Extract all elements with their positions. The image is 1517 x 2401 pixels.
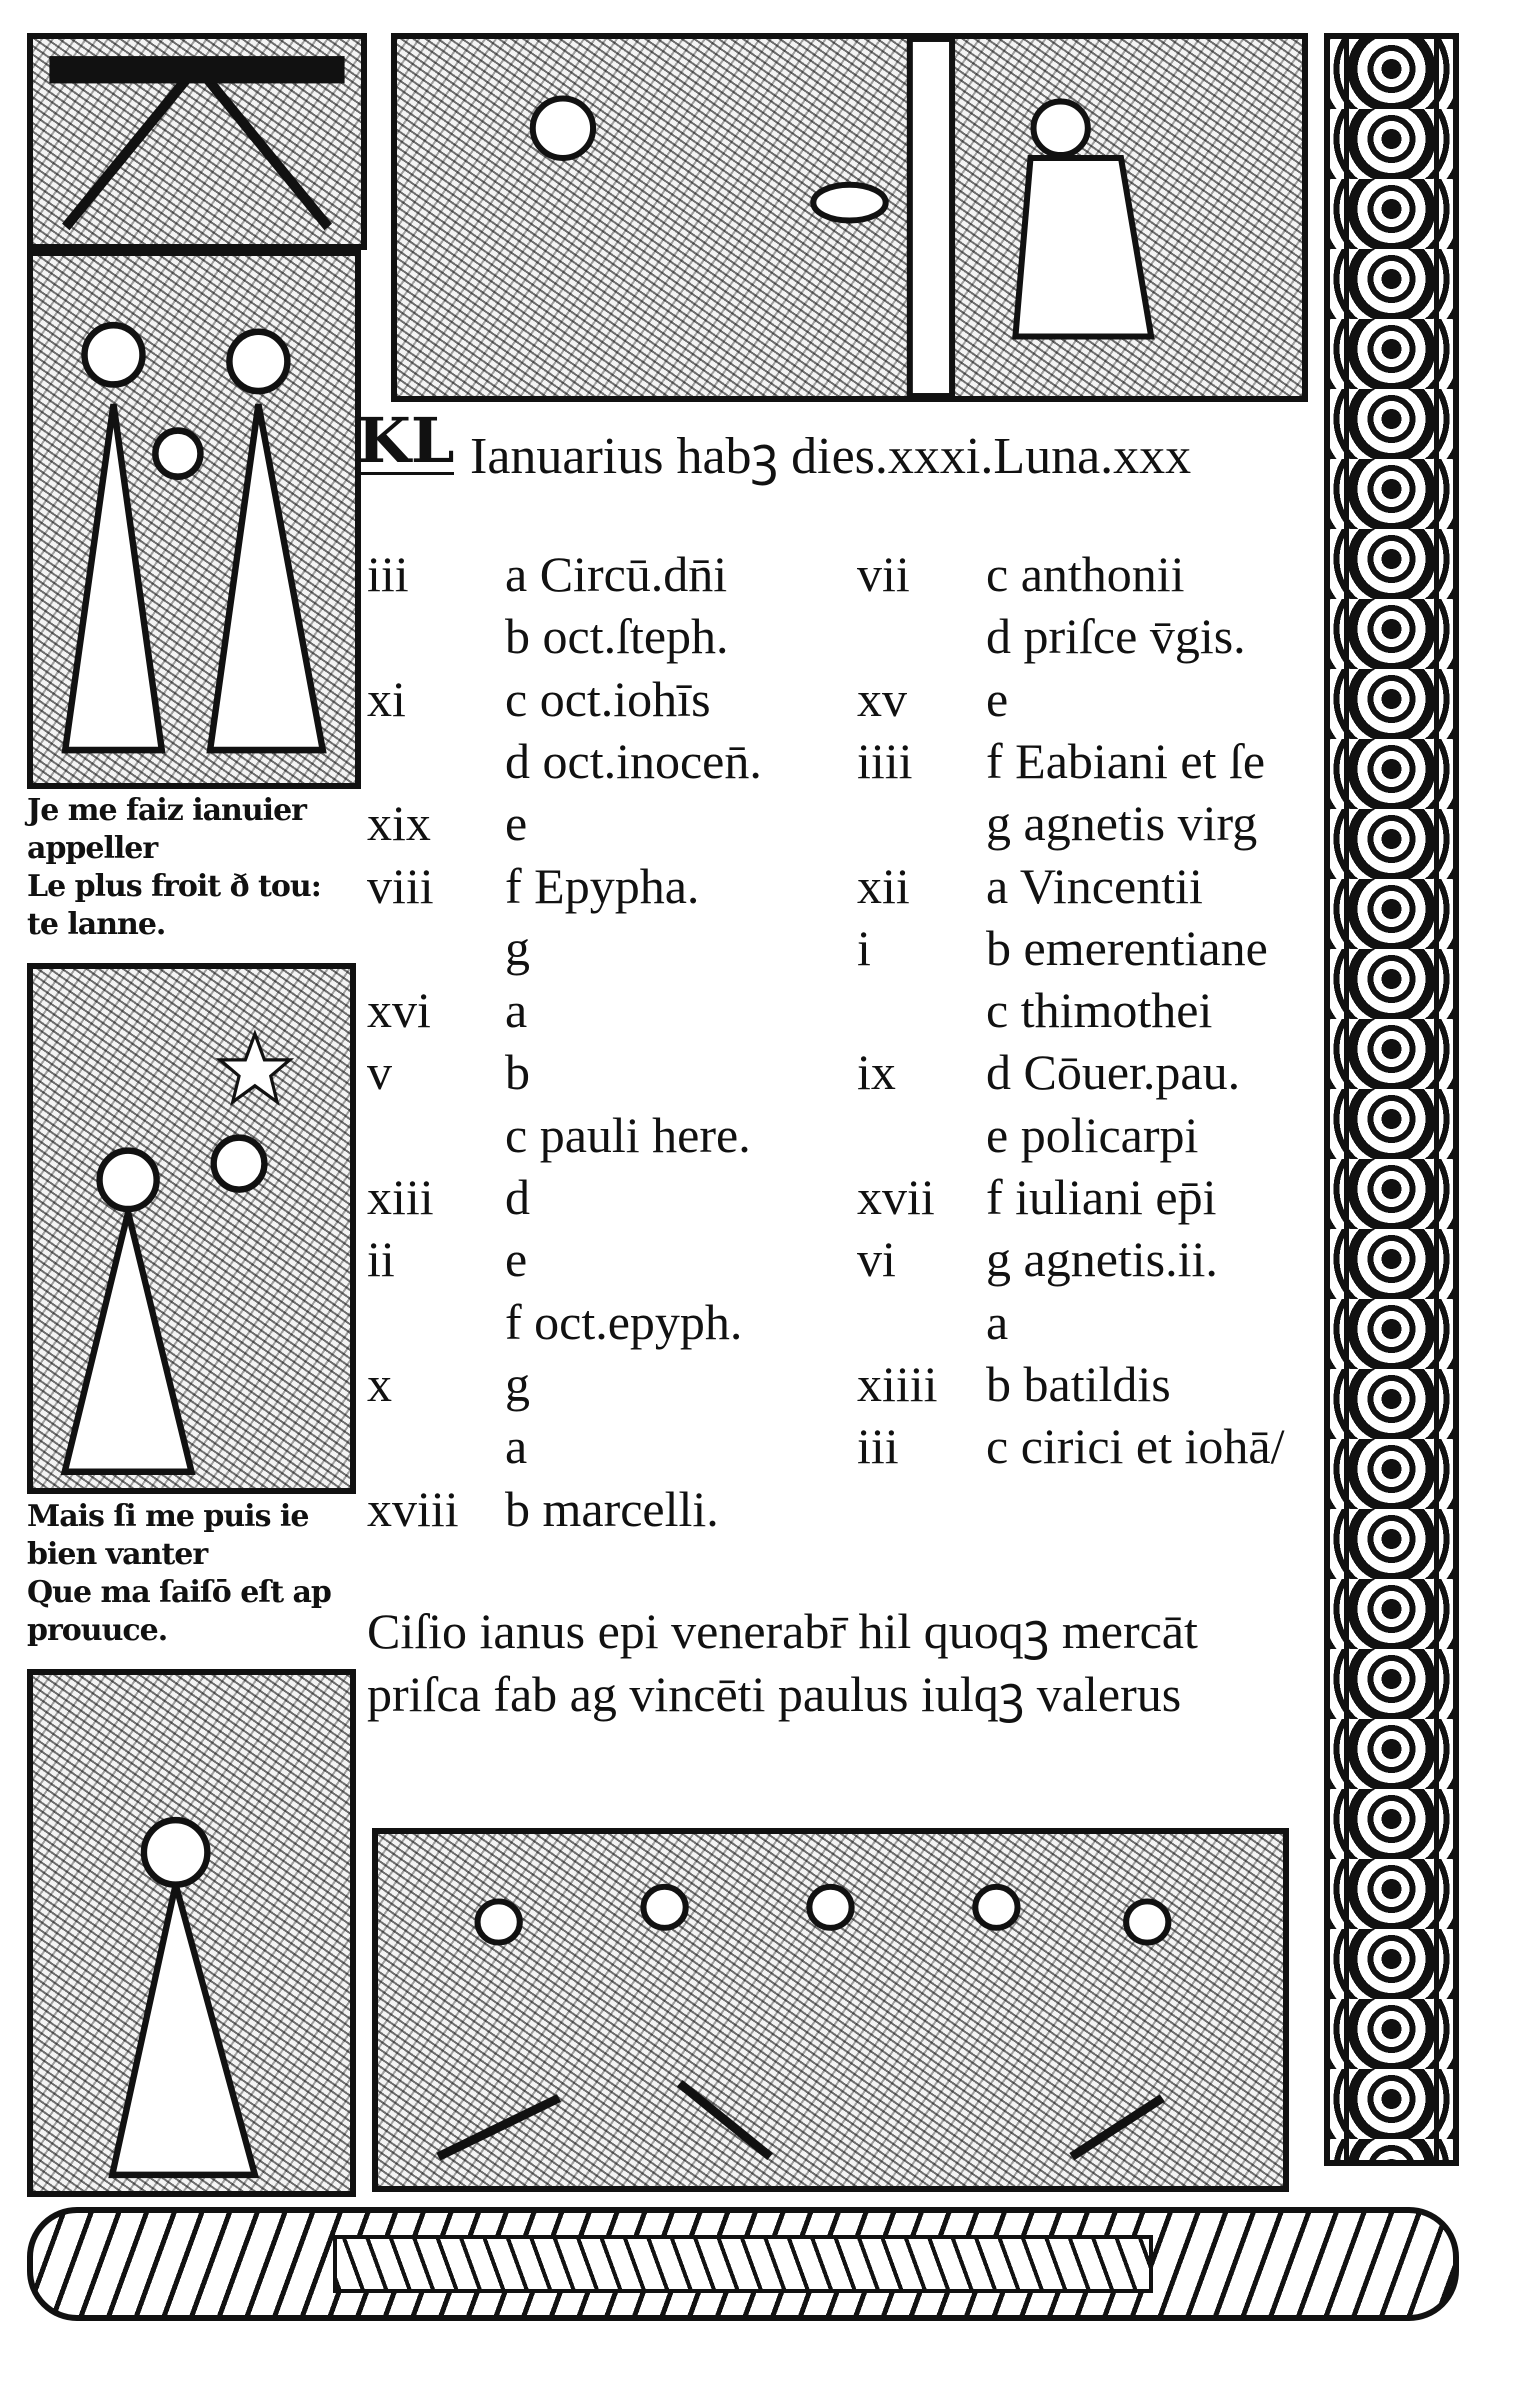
feast-name: marcelli. [542,1480,719,1537]
feast-name: anthonii [1020,546,1185,602]
decorative-border-right [1324,33,1459,2166]
golden-number: xviii [367,1480,459,1537]
dominical-letter: e [505,1231,528,1288]
feast-name: cirici et iohā/ [1020,1418,1285,1475]
calendar-entry [505,1291,742,1353]
verse-january-1 [27,792,362,944]
dominical-letter: c [986,1418,1009,1475]
verse-line: bien vanter [27,1537,208,1572]
dominical-letter: g [505,919,530,976]
dominical-letter: c [505,1106,528,1163]
golden-number: vi [857,1231,896,1288]
calendar-entry [986,668,1008,730]
calendar-entry [505,1166,530,1228]
golden-number: ix [857,1044,896,1101]
feast-name: Epypha. [534,857,700,914]
dominical-letter: d [986,1044,1011,1101]
dominical-letter: d [505,1169,530,1225]
woodcut-presentation-in-temple [27,250,361,789]
verse-january-2 [27,1498,362,1650]
verse-line: Le plus froit ð tou: [27,869,321,904]
woodcut-january-feast-and-aquarius [391,33,1308,402]
dominical-letter: e [986,1106,1009,1163]
golden-number: x [367,1355,392,1412]
calendar-entry [986,979,1212,1041]
golden-number: xv [857,670,907,727]
verse-line: Que ma ſaiſō eſt ap [27,1575,331,1610]
dominical-letter: b [505,1044,530,1101]
dominical-letter: g [505,1355,530,1412]
dominical-letter: d [505,732,530,789]
dominical-letter: e [505,795,528,852]
dominical-letter: b [986,919,1011,976]
golden-number: xvii [857,1169,935,1225]
dominical-letter: a [505,1418,528,1475]
calendar-entry [505,668,711,730]
dominical-letter: b [505,1480,530,1537]
woodcut-canopy [27,33,367,250]
calendar-entry [986,605,1246,667]
dominical-letter: g [986,1231,1011,1288]
dominical-letter: a [986,857,1009,914]
feast-name: priſce v̄gis. [1023,608,1246,665]
feast-name: Vincentii [1019,857,1203,914]
golden-number: xiii [367,1169,434,1225]
feast-name: batildis [1023,1355,1171,1412]
dominical-letter: e [986,670,1009,727]
feast-name: thimothei [1020,982,1213,1039]
cisio-line: priſca fab ag vincēti paulus iulqꝫ valerus [367,1666,1182,1722]
golden-number: xiiii [857,1355,938,1412]
woodcut-adoration-of-magi [27,963,356,1494]
calendar-entry [986,917,1268,979]
golden-number: ii [367,1231,395,1288]
dominical-letter: f [505,857,522,914]
feast-name: emerentiane [1023,919,1268,976]
feast-name: agnetis.ii. [1023,1231,1218,1288]
feast-name: Eabiani et ſe [1015,732,1266,789]
golden-number: xi [367,670,406,727]
kl-dropcap: KL [357,404,455,477]
calendar-entry [986,1166,1217,1228]
golden-number: viii [367,857,434,914]
calendar-entry [986,1415,1284,1477]
calendar-entry [986,1353,1171,1415]
calendar-entry [986,1291,1008,1353]
cisio-line: Ciſio ianus epi venerabr̄ hil quoqꝫ mercāt [367,1603,1198,1659]
woodcut-hockey-players [372,1828,1289,2192]
golden-number: xii [857,857,910,914]
calendar-entry [986,1041,1240,1103]
calendar-entry [505,1228,527,1290]
verse-line: Mais ſi me puis ie [27,1499,309,1534]
dominical-letter: g [986,795,1011,852]
woodcut-temptation-of-saint [27,1669,356,2197]
golden-number: v [367,1044,392,1101]
calendar-entry [986,730,1265,792]
verse-line: appeller [27,831,158,866]
feast-name: oct.epyph. [534,1293,743,1350]
calendar-entry [986,855,1203,917]
golden-number: iii [367,546,409,602]
dominical-letter: f [986,1169,1003,1225]
calendar-entry [505,917,530,979]
calendar-entry [505,730,762,792]
calendar-entry [986,1104,1198,1166]
calendar-entry [505,1478,719,1540]
feast-name: Circū.dn̄i [539,546,728,602]
feast-name: oct.ſteph. [542,608,729,665]
dominical-letter: a [505,982,528,1039]
dominical-letter: c [505,670,528,727]
dominical-letter: b [986,1355,1011,1412]
golden-number: xix [367,795,431,852]
verse-line: Je me faiz ianuier [27,793,306,828]
calendar-entry [505,855,699,917]
dominical-letter: a [986,1293,1009,1350]
decorative-border-bottom [27,2207,1459,2321]
dominical-letter: f [505,1293,522,1350]
feast-name: Cōuer.pau. [1023,1044,1241,1101]
feast-name: oct.inocen̄. [542,732,762,789]
golden-number: xvi [367,982,431,1039]
calendar-entry [505,979,527,1041]
calendar-entry [505,543,727,605]
calendar-entry [505,1104,751,1166]
calendar-entry [505,792,527,854]
dominical-letter: c [986,546,1009,602]
verse-line: te lanne. [27,907,166,942]
month-heading: Ianuarius habꝫ dies.xxxi.Luna.xxx [470,428,1192,485]
golden-number: i [857,919,871,976]
verse-line: prouuce. [27,1613,168,1648]
calendar-entry [986,792,1257,854]
calendar-entry [505,1353,530,1415]
feast-name: iuliani ep̄i [1015,1169,1217,1225]
feast-name: oct.iohīs [539,670,711,727]
dominical-letter: d [986,608,1011,665]
dominical-letter: c [986,982,1009,1039]
golden-number: iiii [857,732,913,789]
feast-name: pauli here. [539,1106,751,1163]
calendar-entry [505,1415,527,1477]
feast-name: agnetis virg [1023,795,1258,852]
dominical-letter: b [505,608,530,665]
calendar-entry [505,605,729,667]
dominical-letter: a [505,546,528,602]
calendar-entry [505,1041,530,1103]
dominical-letter: f [986,732,1003,789]
calendar-entry [986,1228,1218,1290]
golden-number: vii [857,546,910,602]
feast-name: policarpi [1020,1106,1199,1163]
calendar-entry [986,543,1185,605]
golden-number: iii [857,1418,899,1475]
